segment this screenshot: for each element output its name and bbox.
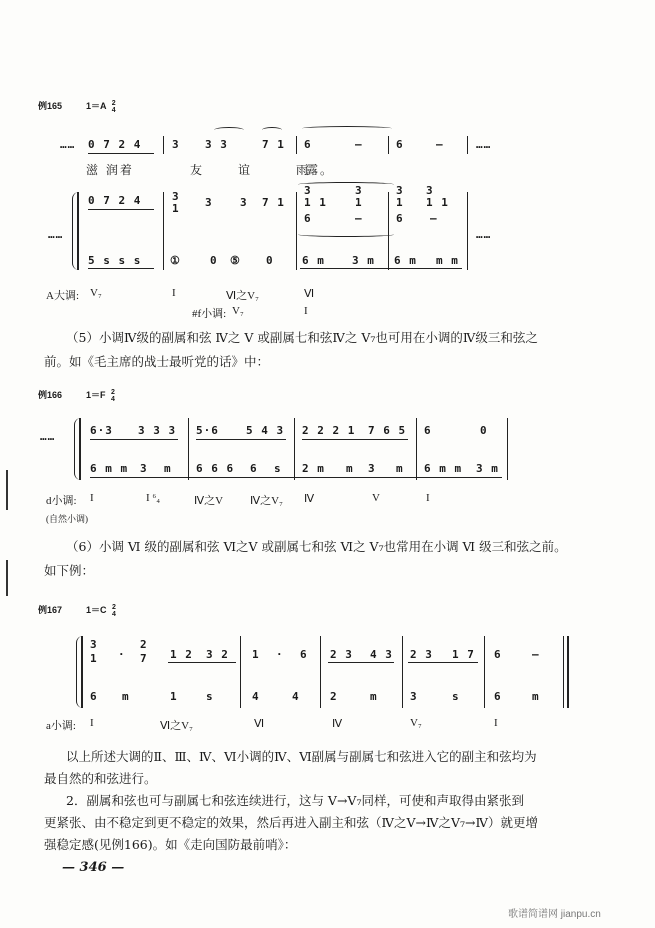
barline (296, 136, 297, 154)
melody-note: 3 (172, 138, 180, 151)
example-167-label: 例167 (38, 605, 63, 615)
bass-note: m (164, 462, 172, 475)
upper-note: 3 (205, 196, 213, 209)
system-start-barline (77, 192, 79, 270)
barline (320, 636, 321, 708)
bass-note: 6 (494, 690, 502, 703)
chord-symbol: Ⅳ之V (194, 495, 224, 507)
system-start-barline (81, 636, 83, 708)
upper-note: 1 1 (304, 196, 327, 209)
example-165-key (86, 99, 116, 114)
barline (296, 192, 297, 270)
bass-note: 6 m (302, 254, 325, 267)
bass-note: 6 6 6 (196, 462, 235, 475)
chord-symbol: V₇ (410, 717, 422, 729)
chord-symbol: Ⅵ (254, 718, 265, 730)
chord-key-label: a小调: (46, 720, 76, 732)
paragraph-5-line-2: 前。如《毛主席的战士最听党的话》中： (44, 354, 270, 369)
example-166-label: 例166 (38, 390, 63, 400)
bass-note: 2 m (302, 462, 325, 475)
chord-symbol: Ⅳ (304, 493, 315, 505)
melody-note: 7 6 5 (368, 424, 407, 437)
time-top: 2 (111, 99, 116, 107)
upper-note: 3 (426, 184, 434, 197)
barline (467, 136, 468, 154)
bass-note: ⑤ (230, 254, 241, 267)
melody-note: 2 2 2 1 (302, 424, 356, 437)
time-bottom: 4 (111, 106, 116, 114)
melody-note: 3 3 3 (138, 424, 177, 437)
lead-dots: …… (48, 228, 64, 241)
upper-note: 1 (396, 196, 404, 209)
upper-note: 3 (304, 184, 312, 197)
summary-line-1: 以上所述大调的Ⅱ、Ⅲ、Ⅳ、Ⅵ小调的Ⅳ、Ⅵ副属与副属七和弦进入它的副主和弦均为 (66, 749, 537, 764)
natural-minor-note: (自然小调) (46, 514, 88, 524)
chord-key-label: d小调: (46, 495, 77, 507)
chord-symbol: I (90, 492, 94, 504)
lower-upper-note: 1 (90, 652, 98, 665)
beam (328, 662, 394, 663)
upper-note: 6 (300, 648, 308, 661)
key-signature: 1＝C (86, 605, 107, 615)
lead-dots: …… (40, 430, 56, 443)
bass-note: 3 (140, 462, 148, 475)
beam (90, 477, 502, 478)
melody-note: 5·6 (196, 424, 219, 437)
barline (388, 136, 389, 154)
barline (240, 636, 241, 708)
chord-key-label: #f小调: (192, 308, 227, 320)
upper-note: 3 (355, 184, 363, 197)
upper-note: 6 (494, 648, 502, 661)
key-signature: 1＝A (86, 101, 107, 111)
chord-symbol: I (172, 287, 176, 299)
time-bottom: 4 (112, 610, 116, 618)
barline (467, 192, 468, 270)
lyric: 雨 (296, 163, 311, 177)
bass-note: 3 m (352, 254, 375, 267)
bass-note: 5 s s s (88, 254, 142, 267)
chord-symbol: V₇ (232, 305, 244, 317)
beam (196, 439, 286, 440)
upper-note: 3 (172, 190, 180, 203)
left-margin-mark-2 (6, 560, 8, 596)
lead-dots: …… (60, 138, 76, 151)
melody-note: 6 (424, 424, 432, 437)
bass-note: 0 (210, 254, 218, 267)
trail-dots: …… (476, 228, 492, 241)
bass-note: s (206, 690, 214, 703)
bass-note: 6 m m (424, 462, 463, 475)
bass-note: ① (170, 254, 181, 267)
upper-note: 3 (90, 638, 98, 651)
upper-note: 1 (172, 202, 180, 215)
left-margin-mark-1 (6, 470, 8, 510)
upper-note: 6 (396, 212, 404, 225)
chord-symbol: Ⅳ (332, 718, 343, 730)
beam (90, 439, 178, 440)
upper-note: 0 7 2 4 (88, 194, 142, 207)
summary-line-2: 最自然的和弦进行。 (44, 771, 157, 786)
tie (262, 127, 282, 133)
time-signature (112, 604, 116, 618)
system-start-barline (79, 418, 81, 480)
melody-note: 0 (480, 424, 488, 437)
final-barline-thick (567, 636, 569, 708)
melody-note: 5 4 3 (246, 424, 285, 437)
bass-note: 4 (292, 690, 300, 703)
bass-note: 1 (170, 690, 178, 703)
final-barline (563, 636, 564, 708)
barline (416, 418, 417, 480)
barline (388, 192, 389, 270)
upper-note: 3 (240, 196, 248, 209)
time-top: 2 (112, 603, 116, 611)
bass-note: 6 (250, 462, 258, 475)
tie (214, 127, 244, 133)
melody-note: — (355, 138, 363, 151)
slur (298, 232, 394, 237)
bass-note: 2 (330, 690, 338, 703)
barline (294, 418, 295, 480)
upper-note: — (532, 648, 540, 661)
upper-note: 2 (140, 638, 148, 651)
example-167-key (86, 603, 116, 618)
chord-symbol: I (426, 492, 430, 504)
example-166-key (86, 388, 115, 403)
slur (302, 126, 392, 131)
upper-note: 1 2 (170, 648, 193, 661)
bass-note: 6 (90, 690, 98, 703)
beam (88, 153, 154, 154)
chord-key-label: A大调: (46, 290, 79, 302)
upper-note: 1 (252, 648, 260, 661)
key-signature: 1＝F (86, 390, 106, 400)
melody-note: 6 (304, 138, 312, 151)
bass-note: m (122, 690, 130, 703)
beam (168, 662, 236, 663)
point-2-line-1: 2．副属和弦也可与副属七和弦连续进行，这与 V→V₇同样，可使和声取得由紧张到 (66, 793, 524, 808)
barline (163, 136, 164, 154)
chord-symbol: I (90, 717, 94, 729)
lyric: 滋 润着 (86, 163, 134, 177)
upper-note: 3 (396, 184, 404, 197)
chord-symbol: I ⁶₄ (146, 492, 161, 504)
melody-note: 7 1 (262, 138, 285, 151)
upper-note: 6 (304, 212, 312, 225)
bass-note: 3 (410, 690, 418, 703)
upper-note: 1 1 (426, 196, 449, 209)
chord-symbol: Ⅵ之V₇ (226, 290, 259, 302)
time-bottom: 4 (111, 395, 115, 403)
beam (302, 439, 408, 440)
upper-note: 2 3 (330, 648, 353, 661)
dot-extension: · (276, 648, 284, 661)
upper-note: — (355, 212, 363, 225)
barline (507, 418, 508, 480)
bass-note: m m (436, 254, 459, 267)
beam (88, 268, 154, 269)
bass-note: 3 (368, 462, 376, 475)
dot-extension: · (118, 648, 126, 661)
lower-upper-note: 7 (140, 652, 148, 665)
beam (408, 662, 478, 663)
trail-dots: …… (476, 138, 492, 151)
point-2-line-3: 强稳定感(见例166)。如《走向国防最前哨》： (44, 837, 297, 852)
chord-symbol: Ⅵ之V₇ (160, 720, 193, 732)
upper-note: 3 2 (206, 648, 229, 661)
chord-symbol: V₇ (90, 287, 102, 299)
paragraph-6-line-1: （6）小调 Ⅵ 级的副属和弦 Ⅵ之V 或副属七和弦 Ⅵ之 V₇也常用在小调 Ⅵ 级三和弦之前。 (66, 539, 567, 554)
melody-note: 6·3 (90, 424, 113, 437)
time-signature (111, 389, 115, 403)
time-signature (112, 100, 116, 114)
barline (484, 636, 485, 708)
barline (163, 192, 164, 270)
melody-note: 3 3 (205, 138, 228, 151)
chord-symbol: Ⅵ (304, 288, 315, 300)
barline (402, 636, 403, 708)
paragraph-6-line-2: 如下例： (44, 563, 95, 578)
bass-note: 4 (252, 690, 260, 703)
example-165-label: 例165 (38, 101, 63, 111)
bass-note: s (274, 462, 282, 475)
bass-note: 6 m m (90, 462, 129, 475)
bass-note: m (532, 690, 540, 703)
point-2-line-2: 更紧张、由不稳定到更不稳定的效果，然后再进入副主和弦（Ⅳ之V→Ⅳ之V₇→Ⅳ）就更增 (44, 815, 538, 830)
melody-note: 6 (396, 138, 404, 151)
melody-note: 0 7 2 4 (88, 138, 142, 151)
time-top: 2 (111, 388, 115, 396)
beam (88, 209, 154, 210)
chord-symbol: Ⅳ之V₇ (250, 495, 283, 507)
upper-note: 4 3 (370, 648, 393, 661)
bass-note: 3 m (476, 462, 499, 475)
bass-note: 6 m (394, 254, 417, 267)
paragraph-5-line-1: （5）小调Ⅳ级的副属和弦 Ⅳ之 V 或副属七和弦Ⅳ之 V₇也可用在小调的Ⅳ级三和弦之 (66, 330, 538, 345)
lyric: 露。 (306, 163, 335, 177)
page-number: — 346 — (62, 860, 125, 875)
beam (300, 268, 462, 269)
slur (298, 182, 394, 187)
bass-note: m (346, 462, 354, 475)
barline (188, 418, 189, 480)
bass-note: s (452, 690, 460, 703)
chord-symbol: V (372, 492, 380, 504)
upper-note: 7 1 (262, 196, 285, 209)
lyric: 友 (190, 163, 205, 177)
upper-note: — (430, 212, 438, 225)
upper-note: 1 (355, 196, 363, 209)
melody-note: — (436, 138, 444, 151)
chord-symbol: I (304, 305, 308, 317)
upper-note: 1 7 (452, 648, 475, 661)
upper-note: 2 3 (410, 648, 433, 661)
lyric: 谊 (238, 163, 253, 177)
bass-note: m (396, 462, 404, 475)
watermark: 歌谱简谱网 jianpu.cn (508, 909, 601, 920)
bass-note: 0 (266, 254, 274, 267)
chord-symbol: I (494, 717, 498, 729)
bass-note: m (370, 690, 378, 703)
